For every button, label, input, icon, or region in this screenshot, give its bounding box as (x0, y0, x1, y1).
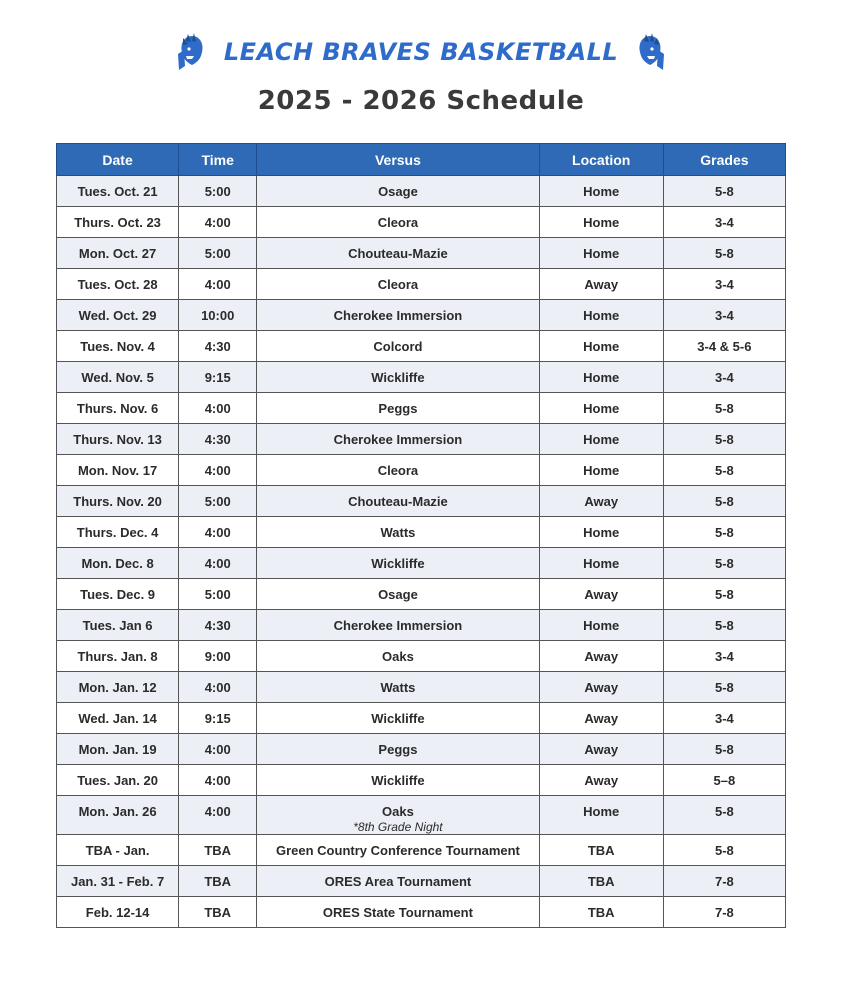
cell-time-text: 4:00 (204, 462, 231, 478)
cell-time (179, 486, 257, 517)
cell-date (57, 548, 179, 579)
table-row (57, 486, 786, 517)
cell-versus (257, 835, 539, 866)
cell-time (179, 548, 257, 579)
cell-location (539, 765, 663, 796)
cell-time-text: 4:00 (204, 524, 231, 540)
cell-date (57, 269, 179, 300)
cell-location-text: Home (583, 400, 620, 416)
cell-location-text: TBA (587, 904, 615, 920)
cell-grades-text: 5-8 (714, 524, 734, 540)
cell-versus (257, 866, 539, 897)
cell-date (57, 641, 179, 672)
cell-location-text: Away (584, 648, 619, 664)
cell-versus-text: Wickliffe (371, 369, 425, 385)
cell-date (57, 897, 179, 928)
cell-versus-text: Cherokee Immersion (333, 307, 463, 323)
cell-versus-text: ORES State Tournament (322, 904, 473, 920)
schedule-subtitle: 2025 - 2026 Schedule (257, 86, 585, 116)
cell-versus (257, 765, 539, 796)
cell-date-text: Thurs. Oct. 23 (74, 214, 161, 230)
cell-time-text: 5:00 (204, 493, 231, 509)
cell-versus (257, 641, 539, 672)
table-row (57, 703, 786, 734)
cell-location-text: Away (584, 586, 619, 602)
cell-versus (257, 331, 539, 362)
cell-location (539, 486, 663, 517)
cell-versus-text: ORES Area Tournament (324, 873, 472, 889)
table-row (57, 579, 786, 610)
cell-time (179, 424, 257, 455)
cell-location (539, 734, 663, 765)
cell-time (179, 207, 257, 238)
cell-time (179, 300, 257, 331)
cell-location (539, 517, 663, 548)
cell-date-text: Wed. Jan. 14 (78, 710, 157, 726)
cell-date-text: Tues. Jan. 20 (77, 772, 158, 788)
cell-versus (257, 362, 539, 393)
cell-grades-text: 3-4 (714, 369, 734, 385)
table-row (57, 269, 786, 300)
cell-grades-text: 3-4 (714, 307, 734, 323)
column-header-versus: Versus (257, 144, 539, 176)
cell-grades (663, 424, 785, 455)
cell-date (57, 424, 179, 455)
cell-location-text: Home (583, 183, 620, 199)
table-row (57, 897, 786, 928)
cell-location (539, 207, 663, 238)
cell-versus (257, 579, 539, 610)
cell-grades-text: 5–8 (713, 772, 736, 788)
cell-date-text: Wed. Nov. 5 (81, 369, 154, 385)
cell-grades (663, 269, 785, 300)
table-row (57, 300, 786, 331)
cell-time-text: 4:00 (204, 555, 231, 571)
cell-time-text: 5:00 (204, 586, 231, 602)
cell-date-text: Mon. Oct. 27 (78, 245, 157, 261)
table-row (57, 641, 786, 672)
cell-location (539, 269, 663, 300)
cell-grades (663, 176, 785, 207)
cell-grades (663, 672, 785, 703)
cell-versus-text: Cleora (377, 462, 419, 478)
cell-location-text: Away (584, 741, 619, 757)
cell-location-text: Away (584, 679, 619, 695)
cell-time (179, 796, 257, 835)
table-row (57, 765, 786, 796)
cell-location-text: Home (583, 524, 620, 540)
table-row (57, 207, 786, 238)
cell-date-text: Mon. Nov. 17 (77, 462, 158, 478)
cell-versus-text: Wickliffe (371, 772, 425, 788)
cell-date (57, 207, 179, 238)
cell-grades-text: 3-4 (714, 710, 734, 726)
cell-time (179, 176, 257, 207)
cell-versus-text: Oaks (382, 648, 414, 664)
cell-versus-text: Cleora (377, 214, 419, 230)
cell-date-text: Mon. Jan. 19 (78, 741, 157, 757)
brave-head-icon (174, 32, 210, 72)
cell-grades-text: 5-8 (714, 245, 734, 261)
cell-grades (663, 835, 785, 866)
cell-versus-text: Watts (380, 524, 416, 540)
cell-versus (257, 269, 539, 300)
cell-location-text: Home (583, 804, 620, 819)
cell-grades-text: 5-8 (714, 804, 734, 819)
cell-versus (257, 207, 539, 238)
cell-time (179, 455, 257, 486)
cell-location (539, 610, 663, 641)
brave-head-icon (632, 32, 668, 72)
cell-grades (663, 517, 785, 548)
cell-versus (257, 300, 539, 331)
cell-grades-text: 3-4 & 5-6 (697, 338, 752, 354)
cell-time-text: 5:00 (204, 245, 231, 261)
cell-grades-text: 5-8 (714, 555, 734, 571)
cell-versus (257, 548, 539, 579)
cell-location-text: Away (584, 772, 619, 788)
game-note: *8th Grade Night (353, 820, 443, 834)
cell-grades-text: 7-8 (714, 873, 734, 889)
cell-location-text: Away (584, 493, 619, 509)
cell-time-text: 4:00 (204, 741, 231, 757)
cell-time (179, 517, 257, 548)
cell-time-text: 4:00 (204, 400, 231, 416)
table-row (57, 672, 786, 703)
cell-versus-text: Osage (378, 183, 418, 199)
table-row (57, 362, 786, 393)
cell-time-text: 4:00 (204, 214, 231, 230)
cell-date-text: Mon. Dec. 8 (81, 555, 154, 571)
cell-versus (257, 455, 539, 486)
cell-time-text: TBA (204, 904, 232, 920)
cell-grades (663, 207, 785, 238)
cell-date (57, 703, 179, 734)
table-body (57, 176, 786, 928)
cell-time (179, 610, 257, 641)
cell-versus (257, 610, 539, 641)
cell-date (57, 362, 179, 393)
table-header-row (57, 144, 786, 176)
table-row (57, 866, 786, 897)
column-header-grades: Grades (663, 144, 785, 176)
cell-time-text: 4:30 (204, 338, 231, 354)
cell-date (57, 734, 179, 765)
cell-grades-text: 5-8 (714, 842, 734, 858)
cell-versus (257, 424, 539, 455)
cell-time-text: 4:00 (204, 772, 231, 788)
cell-location-text: Home (583, 555, 620, 571)
cell-location (539, 362, 663, 393)
cell-versus (257, 734, 539, 765)
cell-grades (663, 393, 785, 424)
cell-date-text: Tues. Nov. 4 (80, 338, 155, 354)
cell-date-text: Jan. 31 - Feb. 7 (70, 873, 165, 889)
cell-date-text: Feb. 12-14 (85, 904, 150, 920)
cell-location-text: Home (583, 369, 620, 385)
cell-versus-text: Wickliffe (371, 710, 425, 726)
cell-versus-text: Peggs (378, 741, 418, 757)
cell-location-text: Home (583, 307, 620, 323)
cell-date (57, 610, 179, 641)
cell-grades (663, 579, 785, 610)
column-header-location: Location (539, 144, 663, 176)
cell-versus (257, 517, 539, 548)
cell-date-text: Tues. Oct. 21 (77, 183, 158, 199)
cell-versus-text: Oaks (382, 804, 414, 819)
cell-location-text: TBA (587, 873, 615, 889)
table-row (57, 424, 786, 455)
cell-grades (663, 300, 785, 331)
cell-location (539, 703, 663, 734)
cell-time (179, 835, 257, 866)
cell-date (57, 866, 179, 897)
table-row (57, 610, 786, 641)
cell-date (57, 455, 179, 486)
cell-date-text: Mon. Jan. 26 (78, 804, 157, 819)
cell-grades (663, 486, 785, 517)
cell-versus-text: Osage (378, 586, 418, 602)
table-row (57, 331, 786, 362)
cell-time (179, 734, 257, 765)
cell-date (57, 835, 179, 866)
cell-location (539, 300, 663, 331)
cell-versus-text: Wickliffe (371, 555, 425, 571)
cell-grades-text: 5-8 (714, 617, 734, 633)
cell-location (539, 866, 663, 897)
cell-date-text: Thurs. Nov. 20 (73, 493, 162, 509)
cell-time (179, 579, 257, 610)
cell-location (539, 579, 663, 610)
cell-date (57, 796, 179, 835)
table-row (57, 238, 786, 269)
table-row (57, 734, 786, 765)
cell-time-text: TBA (204, 842, 232, 858)
schedule-table (56, 143, 786, 928)
cell-grades-text: 5-8 (714, 400, 734, 416)
cell-date-text: Thurs. Jan. 8 (77, 648, 158, 664)
table-row (57, 176, 786, 207)
page-title: LEACH BRAVES BASKETBALL (223, 38, 619, 66)
table-row (57, 835, 786, 866)
cell-location (539, 897, 663, 928)
cell-date-text: Tues. Oct. 28 (77, 276, 158, 292)
cell-time (179, 897, 257, 928)
cell-date-text: Thurs. Nov. 6 (76, 400, 159, 416)
cell-grades-text: 5-8 (714, 462, 734, 478)
cell-location-text: Home (583, 462, 620, 478)
cell-time-text: 4:00 (204, 804, 231, 819)
cell-location (539, 641, 663, 672)
cell-time (179, 362, 257, 393)
cell-grades-text: 5-8 (714, 679, 734, 695)
cell-date-text: Tues. Dec. 9 (80, 586, 156, 602)
cell-versus (257, 238, 539, 269)
column-header-time: Time (179, 144, 257, 176)
cell-grades-text: 5-8 (714, 493, 734, 509)
cell-grades (663, 362, 785, 393)
cell-location (539, 455, 663, 486)
cell-location (539, 672, 663, 703)
cell-grades-text: 3-4 (714, 648, 734, 664)
cell-date-text: Wed. Oct. 29 (78, 307, 157, 323)
cell-date (57, 579, 179, 610)
cell-location-text: Home (583, 214, 620, 230)
cell-versus-text: Colcord (373, 338, 423, 354)
cell-versus-text: Green Country Conference Tournament (275, 842, 520, 858)
cell-versus-text: Watts (380, 679, 416, 695)
cell-grades-text: 5-8 (714, 431, 734, 447)
cell-time (179, 269, 257, 300)
cell-date (57, 176, 179, 207)
cell-time (179, 393, 257, 424)
cell-time-text: 4:30 (204, 431, 231, 447)
table-row (57, 548, 786, 579)
cell-grades (663, 331, 785, 362)
cell-versus-text: Cherokee Immersion (333, 431, 463, 447)
cell-time (179, 765, 257, 796)
cell-time (179, 703, 257, 734)
cell-date (57, 672, 179, 703)
table-row (57, 796, 786, 835)
cell-location-text: TBA (587, 842, 615, 858)
cell-time-text: 9:15 (204, 369, 231, 385)
cell-location-text: Away (584, 710, 619, 726)
cell-versus (257, 672, 539, 703)
cell-grades-text: 5-8 (714, 741, 734, 757)
cell-location (539, 835, 663, 866)
cell-location-text: Home (583, 617, 620, 633)
cell-grades (663, 455, 785, 486)
cell-grades (663, 866, 785, 897)
cell-versus-text: Cleora (377, 276, 419, 292)
cell-time-text: 10:00 (201, 307, 235, 323)
cell-date (57, 765, 179, 796)
cell-grades (663, 238, 785, 269)
cell-time (179, 866, 257, 897)
cell-date (57, 486, 179, 517)
cell-date (57, 300, 179, 331)
cell-date-text: Thurs. Nov. 13 (73, 431, 162, 447)
cell-time (179, 672, 257, 703)
cell-grades (663, 703, 785, 734)
cell-versus (257, 393, 539, 424)
cell-grades (663, 641, 785, 672)
cell-time-text: 5:00 (204, 183, 231, 199)
cell-versus (257, 897, 539, 928)
cell-time (179, 331, 257, 362)
cell-location (539, 176, 663, 207)
cell-grades (663, 610, 785, 641)
cell-versus-text: Peggs (378, 400, 418, 416)
cell-grades (663, 765, 785, 796)
cell-versus-text: Chouteau-Mazie (348, 493, 448, 509)
cell-grades (663, 734, 785, 765)
cell-versus (257, 703, 539, 734)
cell-time-text: 4:30 (204, 617, 231, 633)
cell-grades (663, 897, 785, 928)
cell-versus (257, 176, 539, 207)
cell-location (539, 238, 663, 269)
cell-location-text: Home (583, 245, 620, 261)
cell-date-text: TBA - Jan. (85, 842, 150, 858)
table-row (57, 393, 786, 424)
cell-grades-text: 3-4 (714, 214, 734, 230)
cell-time-text: TBA (204, 873, 232, 889)
column-header-date: Date (57, 144, 179, 176)
cell-time-text: 9:15 (204, 710, 231, 726)
cell-location-text: Away (584, 276, 619, 292)
cell-grades-text: 5-8 (714, 183, 734, 199)
cell-location-text: Home (583, 338, 620, 354)
cell-location-text: Home (583, 431, 620, 447)
cell-time (179, 238, 257, 269)
cell-location (539, 548, 663, 579)
cell-grades-text: 7-8 (714, 904, 734, 920)
cell-grades (663, 548, 785, 579)
cell-location (539, 393, 663, 424)
cell-date-text: Mon. Jan. 12 (78, 679, 157, 695)
cell-versus (257, 796, 539, 835)
cell-versus-text: Cherokee Immersion (333, 617, 463, 633)
cell-time (179, 641, 257, 672)
table-row (57, 455, 786, 486)
cell-date (57, 331, 179, 362)
cell-location (539, 331, 663, 362)
cell-location (539, 796, 663, 835)
cell-versus (257, 486, 539, 517)
cell-location (539, 424, 663, 455)
cell-versus-text: Chouteau-Mazie (348, 245, 448, 261)
title-row (0, 28, 842, 76)
cell-time-text: 4:00 (204, 679, 231, 695)
cell-date-text: Thurs. Dec. 4 (76, 524, 159, 540)
cell-time-text: 9:00 (204, 648, 231, 664)
cell-grades-text: 3-4 (714, 276, 734, 292)
cell-time-text: 4:00 (204, 276, 231, 292)
cell-date (57, 238, 179, 269)
cell-date-text: Tues. Jan 6 (82, 617, 153, 633)
cell-date (57, 393, 179, 424)
cell-date (57, 517, 179, 548)
cell-grades-text: 5-8 (714, 586, 734, 602)
table-row (57, 517, 786, 548)
cell-grades (663, 796, 785, 835)
